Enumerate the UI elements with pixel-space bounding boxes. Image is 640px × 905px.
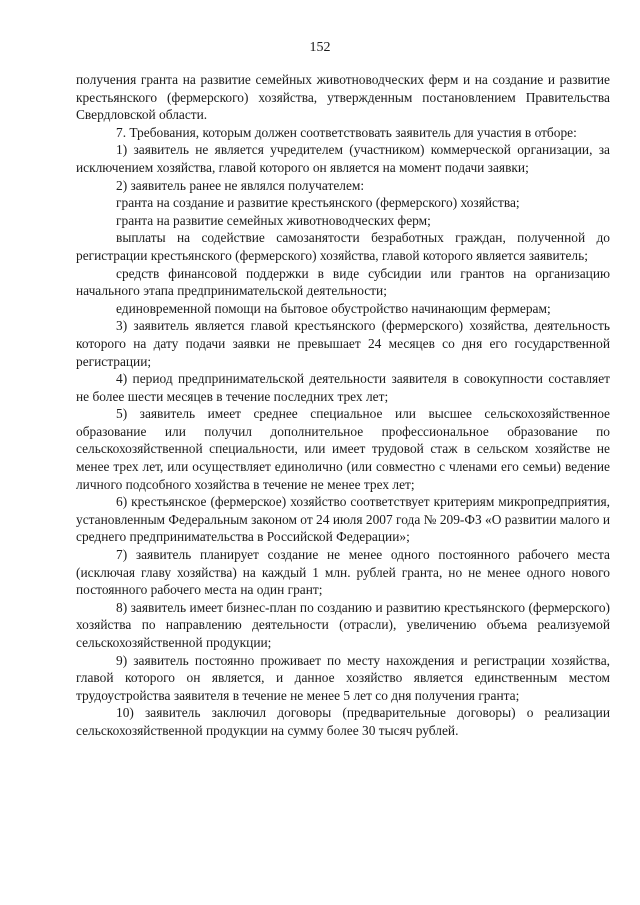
paragraph: гранта на создание и развитие крестьянского (фермерского) хозяйства; [116, 195, 520, 211]
paragraph: средств финансовой поддержки в виде субсидии или грантов на организацию начального этапа предпринимательской деятельности; [76, 265, 610, 299]
page-number: 152 [309, 40, 331, 55]
paragraph: выплаты на содействие самозанятости безработных граждан, полученной до регистрации крестьянского (фермерского) хозяйства, главой которого является заявитель; [76, 230, 610, 263]
paragraph: 10) заявитель заключил договоры (предварительные договоры) о реализации сельскохозяйственной продукции на сумму более 30 тысяч рублей. [76, 705, 610, 738]
paragraph: получения гранта на развитие семейных животноводческих ферм и на создание и развитие крестьянского (фермерского) хозяйства, утвержденным постановлением Правительства Свердловской области. [76, 72, 610, 123]
paragraph: 7. Требования, которым должен соответствовать заявитель для участия в отборе: [116, 124, 577, 140]
paragraph: единовременной помощи на бытовое обустройство начинающим фермерам; [116, 300, 551, 316]
paragraph: 6) крестьянское (фермерское) хозяйство соответствует критериям микропредприятия, установленным Федеральным законом от 24 июля 2007 года № 209-ФЗ «О развитии малого и среднего предпринимательства в Российской Федерации»; [76, 494, 610, 545]
document-body [76, 71, 610, 740]
paragraph: 1) заявитель не является учредителем (участником) коммерческой организации, за исключением хозяйства, главой которого он является на момент подачи заявки; [76, 142, 610, 175]
paragraph: 4) период предпринимательской деятельности заявителя в совокупности составляет не более шести месяцев в течение последних трех лет; [76, 371, 610, 404]
paragraph: гранта на развитие семейных животноводческих ферм; [116, 212, 431, 228]
paragraph: 7) заявитель планирует создание не менее одного постоянного рабочего места (исключая главу хозяйства) на каждый 1 млн. рублей гранта, но не менее одного нового постоянного рабочего места на один грант; [76, 547, 610, 598]
paragraph: 8) заявитель имеет бизнес-план по созданию и развитию крестьянского (фермерского) хозяйства по направлению деятельности (отрасли), увеличению объема реализуемой сельскохозяйственной продукции; [76, 599, 610, 650]
paragraph: 2) заявитель ранее не являлся получателем: [116, 177, 365, 193]
paragraph: 3) заявитель является главой крестьянского (фермерского) хозяйства, деятельность которого на дату подачи заявки не превышает 24 месяцев со дня его государственной регистрации; [76, 318, 610, 369]
paragraph: 9) заявитель постоянно проживает по месту нахождения и регистрации хозяйства, главой которого он является, и данное хозяйство является единственным местом трудоустройства заявителя в течение не менее 5 лет со дня получения гранта; [76, 652, 610, 703]
paragraph: 5) заявитель имеет среднее специальное или высшее сельскохозяйственное образование или получил дополнительное профессиональное образование по сельскохозяйственной специальности, или имеет трудовой стаж в сельском хозяйстве не менее трех лет, или осуществляет единолично (или совместно с членами его семьи) ведение личного подсобного хозяйства в течение не менее трех лет; [76, 406, 610, 492]
